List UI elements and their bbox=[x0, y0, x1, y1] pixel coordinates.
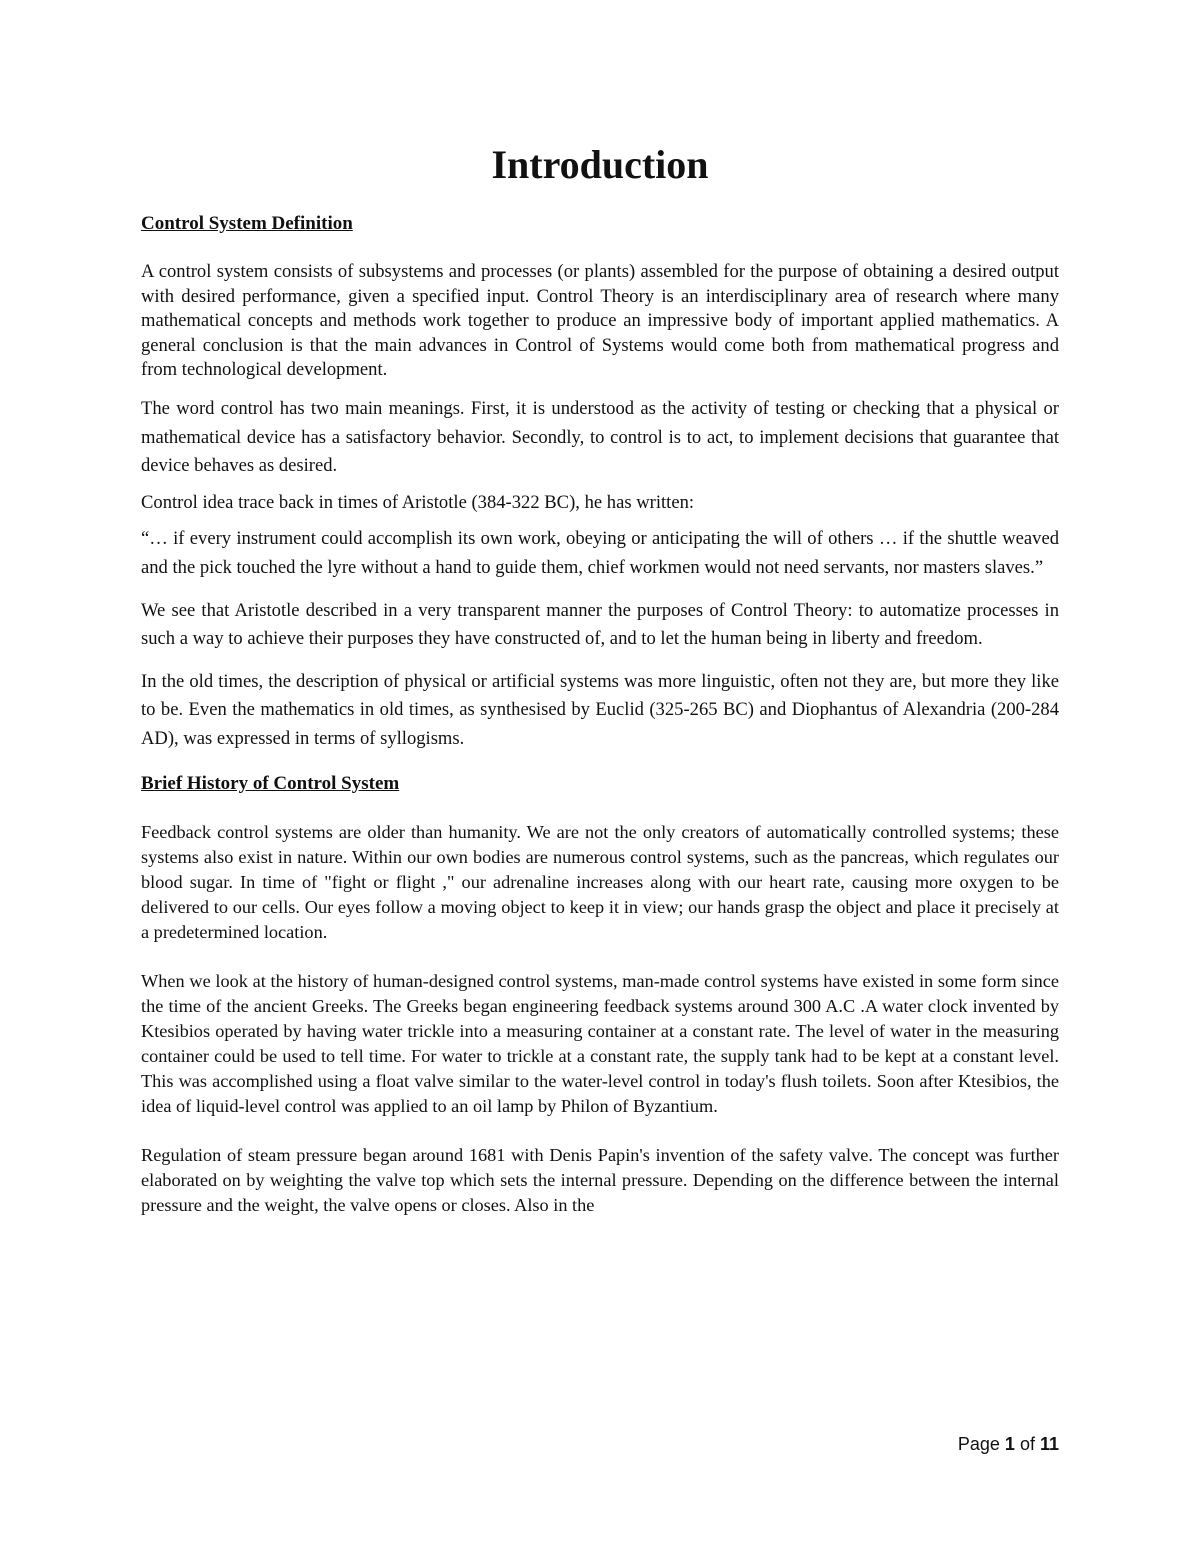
paragraph-aristotle-intro: Control idea trace back in times of Aristotle (384-322 BC), he has written: bbox=[141, 491, 695, 513]
page-content bbox=[141, 142, 1059, 1218]
page-label: Page bbox=[957, 1434, 1000, 1454]
paragraph-old-times: In the old times, the description of physical or artificial systems was more linguistic, often not they are, but more they like to be. Even the mathematics in old times, as synthesised by Euclid (325-265 BC) and Diophantus of Alexandria (200-284 AD), was expressed in terms of syllogisms. bbox=[141, 670, 1059, 749]
paragraph-aristotle-quote: “… if every instrument could accomplish its own work, obeying or anticipating the will of others … if the shuttle weaved and the pick touched the lyre without a hand to guide them, chief workmen would not need servants, nor masters slaves.” bbox=[141, 528, 1059, 578]
page-number-footer bbox=[860, 1432, 1059, 1456]
page-of-label: of bbox=[1019, 1434, 1035, 1454]
paragraph-human-designed-history: When we look at the history of human-designed control systems, man-made control systems have existed in some form since the time of the ancient Greeks. The Greeks began engineering feedback systems around 300 A.C .A water clock invented by Ktesibios operated by having water trickle into a measuring container at a constant rate. The level of water in the measuring container could be used to tell time. For water to trickle at a constant rate, the supply tank had to be kept at a constant level. This was accomplished using a float valve similar to the water-level control in today's flush toilets. Soon after Ktesibios, the idea of liquid-level control was applied to an oil lamp by Philon of Byzantium. bbox=[141, 970, 1059, 1116]
page-total-number: 11 bbox=[1039, 1434, 1059, 1454]
paragraph-steam-pressure: Regulation of steam pressure began around 1681 with Denis Papin's invention of the safety valve. The concept was further elaborated on by weighting the valve top which sets the internal pressure. Depending on the difference between the internal pressure and the weight, the valve opens or closes. Also in the bbox=[141, 1144, 1059, 1215]
paragraph-word-control-meanings: The word control has two main meanings. First, it is understood as the activity of testing or checking that a physical or mathematical device has a satisfactory behavior. Secondly, to control is to act, to implement decisions that guarantee that device behaves as desired. bbox=[141, 397, 1059, 477]
paragraph-aristotle-purpose: We see that Aristotle described in a very transparent manner the purposes of Control Theory: to automatize processes in such a way to achieve their purposes they have constructed of, and to let the human being in liberty and freedom. bbox=[141, 599, 1059, 650]
paragraph-feedback-nature: Feedback control systems are older than humanity. We are not the only creators of automatically controlled systems; these systems also exist in nature. Within our own bodies are numerous control systems, such as the pancreas, which regulates our blood sugar. In time of "fight or flight ," our adrenaline increases along with our heart rate, causing more oxygen to be delivered to our cells. Our eyes follow a moving object to keep it in view; our hands grasp the object and place it precisely at a predetermined location. bbox=[141, 821, 1059, 942]
page-title: Introduction bbox=[491, 142, 709, 187]
section-heading-brief-history: Brief History of Control System bbox=[141, 772, 400, 794]
section-heading-control-system-definition: Control System Definition bbox=[141, 213, 353, 234]
page-current-number: 1 bbox=[1004, 1434, 1015, 1454]
paragraph-control-system-definition: A control system consists of subsystems and processes (or plants) assembled for the purpose of obtaining a desired output with desired performance, given a specified input. Control Theory is an interdisciplinary area of research where many mathematical concepts and methods work together to produce an impressive body of important applied mathematics. A general conclusion is that the main advances in Control of Systems would come both from mathematical progress and from technological development. bbox=[141, 261, 1059, 381]
